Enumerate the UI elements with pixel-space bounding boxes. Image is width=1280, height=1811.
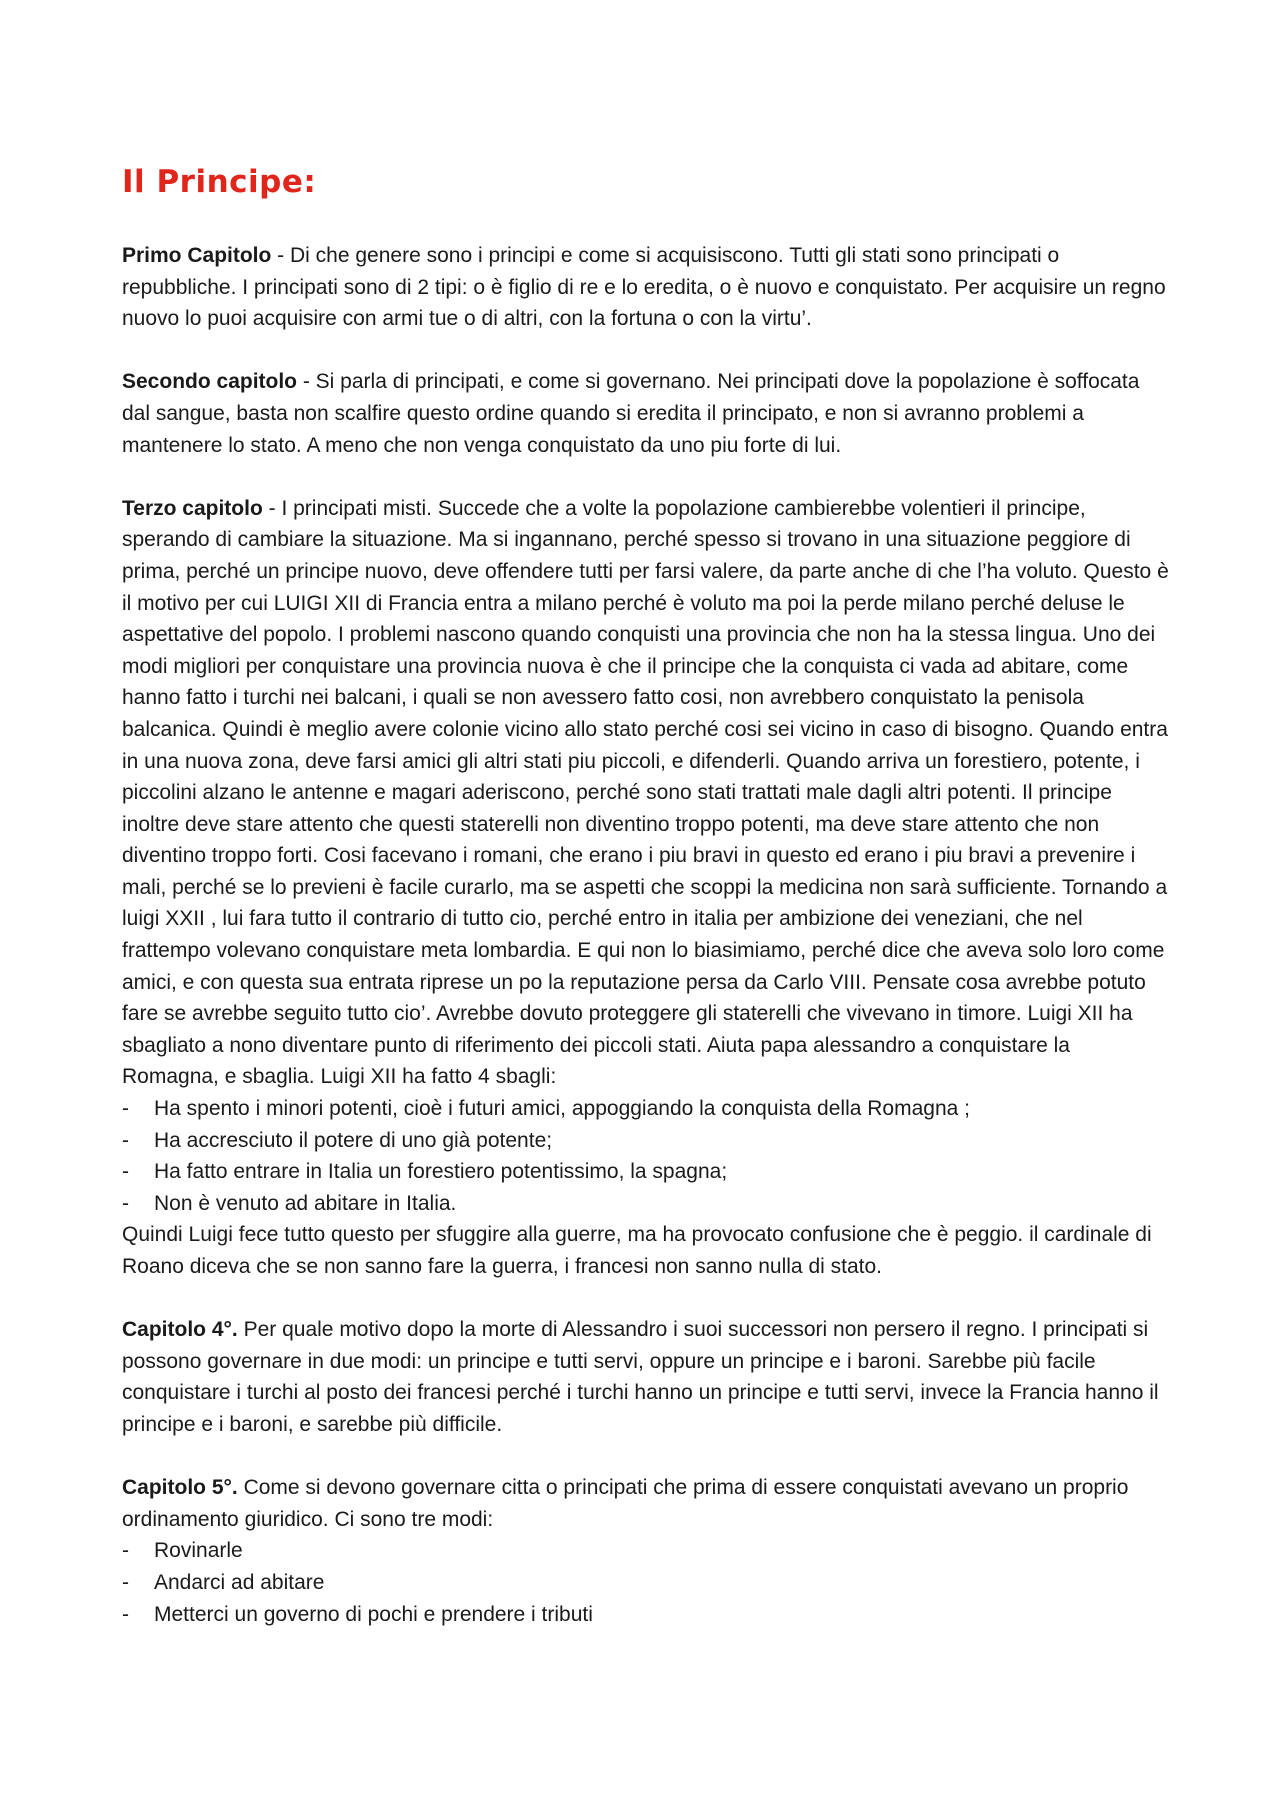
- section-heading: Secondo capitolo: [122, 370, 298, 394]
- section-terzo-capitolo: [122, 493, 1172, 1283]
- section-body: - I principati misti. Succede che a volte la popolazione cambierebbe volentieri il principe, sperando di cambiare la situazione. Ma si ingannano, perché spesso si trovano in una situazione peggiore di prima, perché un principe nuovo, deve offendere tutti per farsi valere, da parte anche di che l’ha voluto. Questo è il motivo per cui LUIGI XII di Francia entra a milano perché è voluto ma poi la perde milano perché deluse le aspettative del popolo. I problemi nascono quando conquisti una provincia che non ha la stessa lingua. Uno dei modi migliori per conquistare una provincia nuova è che il principe che la conquista ci vada ad abitare, come hanno fatto i turchi nei balcani, i quali se non avessero fatto cosi, non avrebbero conquistato la penisola balcanica. Quindi è meglio avere colonie vicino allo stato perché cosi sei vicino in caso di bisogno. Quando entra in una nuova zona, deve farsi amici gli altri stati piu piccoli, e difenderli. Quando arriva un forestiero, potente, i piccolini alzano le antenne e magari aderiscono, perché sono stati trattati male dagli altri potenti. Il principe inoltre deve stare attento che questi staterelli non diventino troppo potenti, ma deve stare attento che non diventino troppo forti. Cosi facevano i romani, che erano i piu bravi in questo ed erano i piu bravi a prevenire i mali, perché se lo previeni è facile curarlo, ma se aspetti che scoppi la medicina non sarà sufficiente. Tornando a luigi XXII , lui fara tutto il contrario di tutto cio, perché entro in italia per ambizione dei veneziani, che nel frattempo volevano conquistare meta lombardia. E qui non lo biasimiamo, perché dice che aveva solo loro come amici, e con questa sua entrata riprese un po la reputazione persa da Carlo VIII. Pensate cosa avrebbe potuto fare se avrebbe seguito tutto cio’. Avrebbe dovuto proteggere gli staterelli che vivevano in timore. Luigi XII ha sbagliato a nono diventare punto di riferimento dei piccoli stati. Aiuta papa alessandro a conquistare la Romagna, e sbaglia. Luigi XII ha fatto 4 sbagli:: [122, 496, 1169, 1089]
- list-dash: -: [122, 1097, 129, 1121]
- section-heading: Capitolo 4°.: [122, 1318, 238, 1342]
- list-item-text: Andarci ad abitare: [154, 1570, 325, 1594]
- section-body: Come si devono governare citta o principati che prima di essere conquistati avevano un proprio ordinamento giuridico. Ci sono tre modi:: [122, 1476, 1129, 1531]
- section-heading: Terzo capitolo: [122, 496, 263, 520]
- modes-list: [122, 1535, 1172, 1630]
- section-paragraph: [122, 240, 1172, 335]
- list-item-text: Ha accresciuto il potere di uno già potente;: [154, 1128, 553, 1152]
- mistakes-list: [122, 1093, 1172, 1219]
- section-paragraph: [122, 366, 1172, 461]
- section-paragraph: [122, 493, 1172, 1093]
- section-secondo-capitolo: [122, 366, 1172, 461]
- list-item-text: Non è venuto ad abitare in Italia.: [154, 1191, 457, 1215]
- list-dash: -: [122, 1191, 129, 1215]
- list-item: [122, 1125, 1172, 1157]
- list-dash: -: [122, 1128, 129, 1152]
- list-dash: -: [122, 1539, 129, 1563]
- list-item: [122, 1535, 1172, 1567]
- list-item-text: Ha spento i minori potenti, cioè i futuri amici, appoggiando la conquista della Romagna ;: [154, 1097, 970, 1121]
- list-item-text: Metterci un governo di pochi e prendere i tributi: [154, 1602, 593, 1626]
- section-capitolo-5: [122, 1472, 1172, 1630]
- document-content: [122, 162, 1172, 1662]
- list-item-text: Rovinarle: [154, 1539, 243, 1563]
- list-item: [122, 1156, 1172, 1188]
- list-item: [122, 1188, 1172, 1220]
- section-primo-capitolo: [122, 240, 1172, 335]
- section-heading: Capitolo 5°.: [122, 1476, 238, 1500]
- list-item: [122, 1093, 1172, 1125]
- section-paragraph: [122, 1314, 1172, 1440]
- section-body: Per quale motivo dopo la morte di Alessandro i suoi successori non persero il regno. I principati si possono governare in due modi: un principe e tutti servi, oppure un principe e i baroni. Sarebbe più facile conquistare i turchi al posto dei francesi perché i turchi hanno un principe e tutti servi, invece la Francia hanno il principe e i baroni, e sarebbe più difficile.: [122, 1318, 1159, 1436]
- list-item: [122, 1599, 1172, 1631]
- list-dash: -: [122, 1160, 129, 1184]
- section-body: - Di che genere sono i principi e come si acquisiscono. Tutti gli stati sono principati o repubbliche. I principati sono di 2 tipi: o è figlio di re e lo eredita, o è nuovo e conquistato. Per acquisire un regno nuovo lo puoi acquisire con armi tue o di altri, con la fortuna o con la virtu’.: [122, 244, 1166, 331]
- list-dash: -: [122, 1602, 129, 1626]
- list-dash: -: [122, 1570, 129, 1594]
- section-heading: Primo Capitolo: [122, 244, 272, 267]
- section-conclusion: Quindi Luigi fece tutto questo per sfuggire alla guerre, ma ha provocato confusione che è peggio. il cardinale di Roano diceva che se non sanno fare la guerra, i francesi non sanno nulla di stato.: [122, 1223, 1152, 1278]
- list-item-text: Ha fatto entrare in Italia un forestiero potentissimo, la spagna;: [154, 1160, 728, 1184]
- document-title: Il Principe:: [122, 164, 317, 200]
- section-capitolo-4: [122, 1314, 1172, 1440]
- section-paragraph: [122, 1472, 1172, 1535]
- list-item: [122, 1567, 1172, 1599]
- section-body: - Si parla di principati, e come si governano. Nei principati dove la popolazione è soffocata dal sangue, basta non scalfire questo ordine quando si eredita il principato, e non si avranno problemi a mantenere lo stato. A meno che non venga conquistato da uno piu forte di lui.: [122, 370, 1140, 457]
